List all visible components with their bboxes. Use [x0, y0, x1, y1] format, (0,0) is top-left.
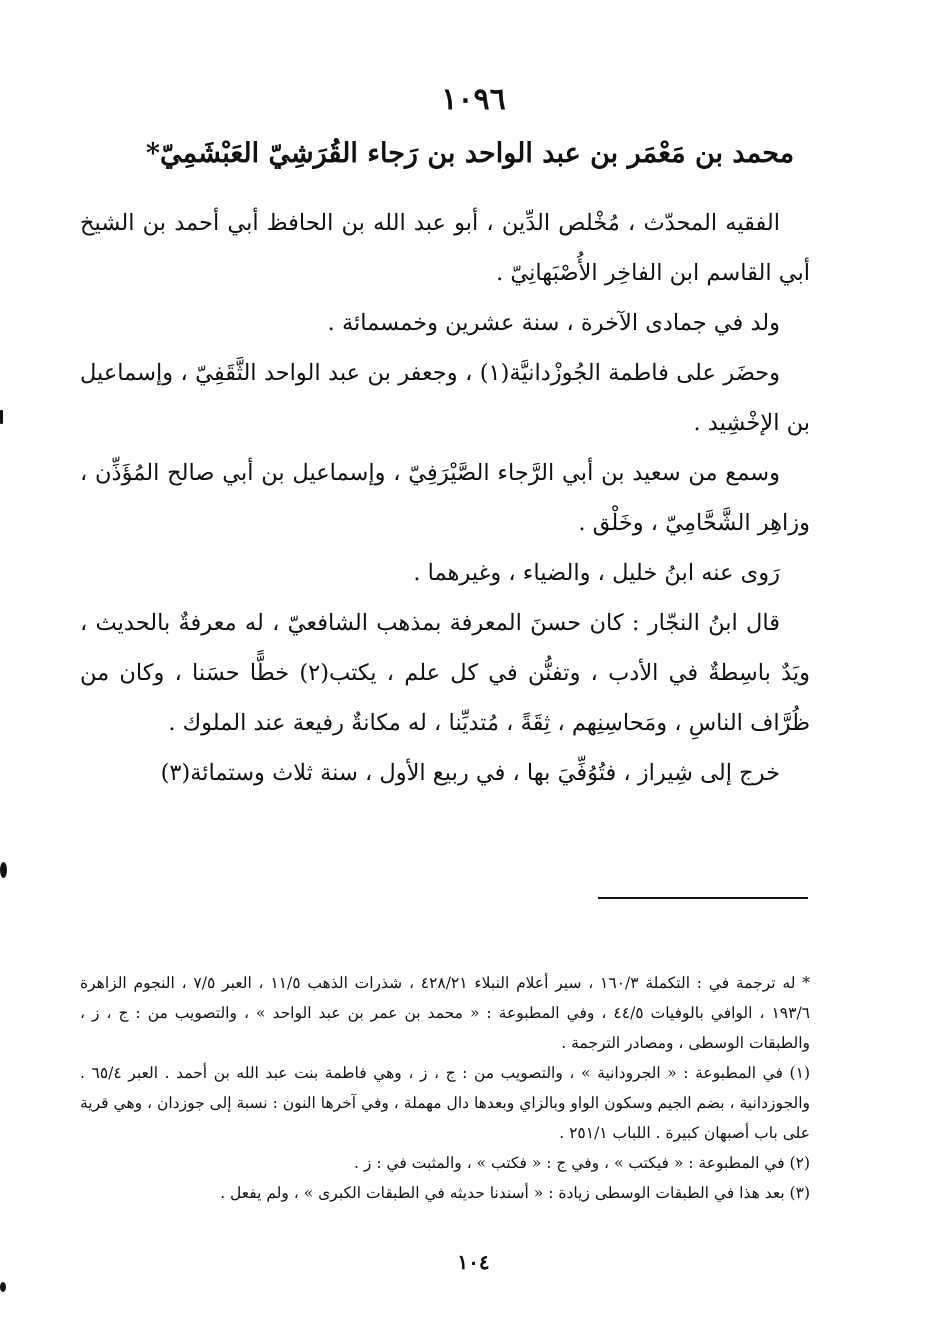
footnote-separator — [598, 897, 808, 899]
paragraph-heard-from: وسمع من سعيد بن أبي الرَّجاء الصَّيْرَفِيّ ، وإسماعيل بن أبي صالح المُؤَذِّن ، وزاهِر الشَّحَّامِيّ ، وخَلْق . — [80, 460, 810, 536]
paragraph-ibn-najjar-quote: قال ابنُ النجّار : كان حسنَ المعرفة بمذهب الشافعيّ ، له معرفةٌ بالحديث ، ويَدٌ باسِطةٌ في الأدب ، وتفنُّن في كل علم ، يكتب(٢) خطًّا حسَنا ، وكان من ظُرَّاف الناسِ ، ومَحاسِنِهم ، ثِقَةً ، مُتديِّنا ، له مكانةٌ رفيعة عند الملوك . — [80, 610, 810, 736]
scan-edge-mark — [0, 410, 3, 424]
main-text — [80, 198, 810, 798]
footnotes — [80, 968, 810, 1208]
footnote-2: (٢) في المطبوعة : « فيكتب » ، وفي ج : « فكتب » ، والمثبت في : ز . — [354, 1154, 810, 1172]
scan-edge-mark — [0, 1282, 6, 1292]
footnote-star: * له ترجمة في : التكملة ١٦٠/٣ ، سير أعلام النبلاء ٤٢٨/٢١ ، شذرات الذهب ١١/٥ ، العبر ٧/٥ ، النجوم الزاهرة ١٩٣/٦ ، الوافي بالوفيات ٤٤/٥ ، وفي المطبوعة : « محمد بن عمر بن عبد الواحد » ، والتصويب من : ج ، ز ، والطبقات الوسطى ، ومصادر الترجمة . — [80, 974, 810, 1052]
paragraph-birth: ولد في جمادى الآخرة ، سنة عشرين وخمسمائة . — [327, 310, 780, 336]
footnote-1: (١) في المطبوعة : « الجرودانية » ، والتصويب من : ج ، ز ، وهي فاطمة بنت عبد الله بن أحمد . العبر ٦٥/٤ . والجوزدانية ، بضم الجيم وسكون الواو وبالزاي وبعدها دال مهملة ، وفي آخرها النون : نسبة إلى جوزدان ، وهي قرية على باب أصبهان كبيرة . اللباب ٢٥١/١ . — [80, 1064, 810, 1142]
scan-edge-mark — [0, 862, 7, 878]
entry-number: ١٠٩٦ — [441, 82, 506, 117]
footnote-3: (٣) بعد هذا في الطبقات الوسطى زيادة : « أسندنا حديثه في الطبقات الكبرى » ، ولم يفعل . — [220, 1184, 810, 1202]
paragraph-attended: وحضَر على فاطمة الجُوزْدانيَّة(١) ، وجعفر بن عبد الواحد الثَّقَفِيّ ، وإسماعيل بن الإخْشِيد . — [80, 360, 810, 436]
paragraph-narrators: رَوى عنه ابنُ خليل ، والضياء ، وغيرهما . — [413, 560, 780, 586]
entry-title: محمد بن مَعْمَر بن عبد الواحد بن رَجاء القُرَشِيّ العَبْشَمِيّ* — [145, 138, 795, 169]
paragraph-death: خرج إلى شِيراز ، فتُوُفِّيَ بها ، في ربيع الأول ، سنة ثلاث وستمائة(٣) — [160, 760, 780, 786]
paragraph-intro: الفقيه المحدّث ، مُخْلص الدِّين ، أبو عبد الله بن الحافظ أبي أحمد بن الشيخ أبي القاسم ابن الفاخِر الأُصْبَهانِيّ . — [80, 210, 810, 286]
page-number: ١٠٤ — [457, 1250, 490, 1274]
